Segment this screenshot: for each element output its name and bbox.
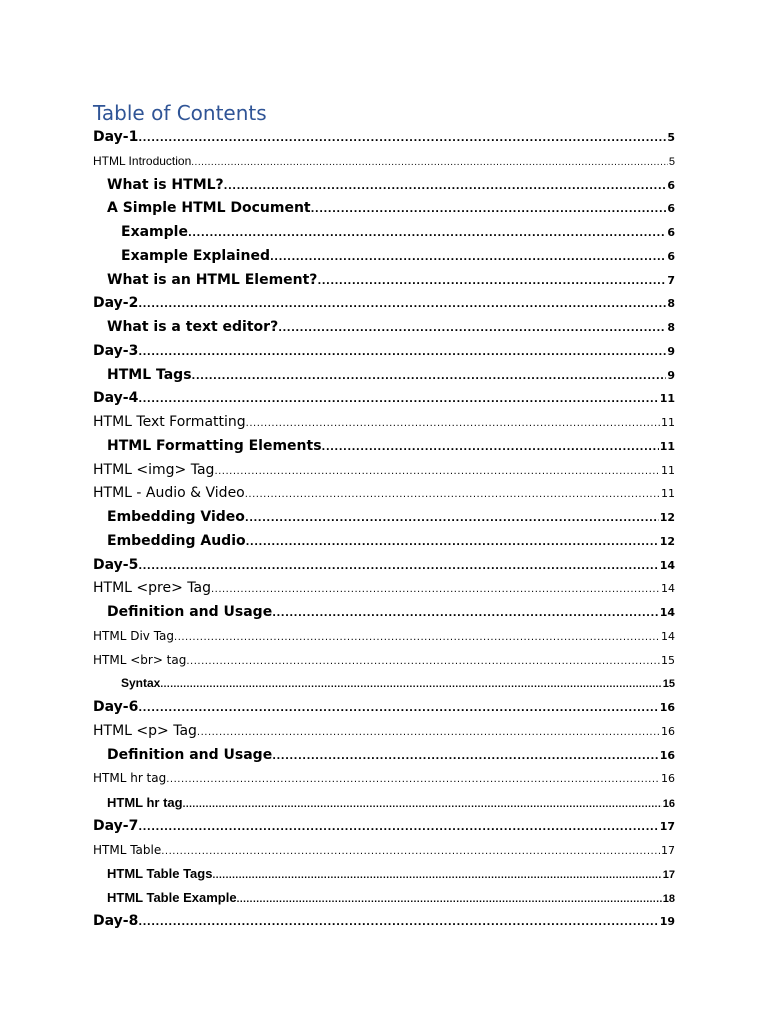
toc-entry-page-number: 6	[667, 249, 675, 263]
toc-leader-dots	[317, 270, 666, 294]
toc-leader-dots	[138, 555, 658, 579]
toc-entry-page-number: 5	[668, 155, 675, 168]
toc-leader-dots	[311, 198, 667, 222]
toc-leader-dots	[246, 531, 659, 555]
toc-entry[interactable]	[93, 245, 675, 269]
toc-entry-page-number: 6	[667, 202, 675, 216]
toc-entry[interactable]	[93, 174, 675, 198]
toc-entry-page-number: 11	[661, 416, 675, 429]
toc-entry[interactable]	[93, 862, 675, 886]
toc-leader-dots	[272, 745, 659, 769]
toc-entry-page-number: 18	[662, 893, 675, 905]
toc-entry-label: Day-4	[93, 390, 139, 407]
toc-entry[interactable]	[93, 506, 675, 530]
toc-leader-dots	[245, 507, 659, 531]
toc-entry[interactable]	[93, 411, 675, 435]
toc-entry[interactable]	[93, 269, 675, 293]
toc-entry-page-number: 9	[667, 368, 675, 382]
toc-leader-dots	[191, 151, 668, 175]
toc-entry-label: HTML Tags	[107, 366, 192, 383]
toc-entry-page-number: 14	[661, 582, 675, 596]
toc-entry-page-number: 15	[662, 678, 675, 691]
toc-entry[interactable]	[93, 577, 675, 601]
toc-title: Table of Contents	[93, 101, 267, 125]
toc-entry-label: HTML hr tag	[107, 795, 183, 810]
toc-entry[interactable]	[93, 696, 675, 720]
toc-leader-dots	[214, 460, 660, 484]
toc-entry-label: HTML Text Formatting	[93, 414, 246, 430]
toc-entry-label: HTML Div Tag	[93, 628, 175, 643]
toc-entry-label: What is a text editor?	[107, 319, 279, 335]
toc-leader-dots	[138, 127, 666, 151]
toc-entry-page-number: 6	[667, 178, 675, 192]
toc-leader-dots	[138, 341, 666, 365]
toc-entry-label: What is HTML?	[107, 176, 224, 193]
toc-entry-label: HTML <br> tag	[93, 652, 187, 667]
toc-leader-dots	[270, 246, 666, 270]
toc-entry-page-number: 11	[659, 439, 675, 453]
toc-list	[93, 126, 675, 934]
toc-entry[interactable]	[93, 292, 675, 316]
toc-entry-page-number: 14	[659, 558, 675, 572]
toc-entry[interactable]	[93, 720, 675, 744]
toc-entry[interactable]	[93, 744, 675, 768]
toc-entry[interactable]	[93, 364, 675, 388]
toc-leader-dots	[188, 222, 666, 246]
toc-entry[interactable]	[93, 672, 675, 696]
toc-entry-page-number: 5	[667, 131, 675, 144]
toc-entry-label: Day-5	[93, 556, 139, 573]
toc-entry-label: Day-7	[93, 817, 139, 834]
toc-entry[interactable]	[93, 530, 675, 554]
toc-entry-page-number: 14	[661, 629, 675, 643]
toc-entry-page-number: 11	[661, 487, 675, 501]
toc-entry-page-number: 14	[659, 606, 675, 619]
toc-leader-dots	[224, 175, 667, 199]
toc-entry-page-number: 16	[659, 701, 675, 714]
toc-entry-label: Embedding Audio	[107, 532, 246, 549]
toc-entry-label: Example Explained	[121, 247, 270, 264]
toc-entry-page-number: 8	[667, 321, 675, 334]
toc-entry-label: HTML Formatting Elements	[107, 437, 322, 454]
toc-entry-page-number: 8	[667, 297, 675, 311]
toc-entry[interactable]	[93, 126, 675, 150]
toc-entry-page-number: 17	[659, 819, 675, 833]
toc-entry-label: HTML - Audio & Video	[93, 485, 245, 502]
toc-entry[interactable]	[93, 791, 675, 815]
toc-entry[interactable]	[93, 197, 675, 221]
toc-entry[interactable]	[93, 886, 675, 910]
toc-leader-dots	[160, 673, 661, 697]
toc-entry[interactable]	[93, 625, 675, 649]
toc-leader-dots	[192, 365, 667, 389]
toc-entry-label: What is an HTML Element?	[107, 271, 318, 288]
toc-leader-dots	[161, 840, 660, 864]
toc-entry[interactable]	[93, 839, 675, 863]
toc-entry-label: HTML <p> Tag	[93, 722, 197, 739]
toc-entry-label: HTML <pre> Tag	[93, 580, 211, 597]
toc-entry-page-number: 16	[661, 724, 675, 738]
document-page	[93, 100, 675, 934]
toc-entry-label: Day-1	[93, 129, 139, 145]
toc-entry-page-number: 12	[659, 511, 675, 524]
toc-entry-page-number: 6	[667, 226, 675, 239]
toc-entry-label: HTML Table Tags	[107, 866, 213, 882]
toc-leader-dots	[212, 864, 661, 888]
toc-leader-dots	[183, 793, 662, 817]
toc-entry-label: Example	[121, 224, 188, 240]
toc-entry[interactable]	[93, 554, 675, 578]
toc-leader-dots	[272, 602, 659, 626]
toc-entry[interactable]	[93, 482, 675, 506]
toc-entry-page-number: 19	[659, 914, 675, 928]
toc-leader-dots	[138, 697, 658, 721]
toc-entry[interactable]	[93, 221, 675, 245]
toc-entry[interactable]	[93, 649, 675, 673]
toc-entry-label: Day-3	[93, 342, 139, 359]
toc-entry-label: HTML <img> Tag	[93, 461, 215, 478]
toc-entry-label: Syntax	[121, 676, 161, 691]
toc-entry[interactable]	[93, 815, 675, 839]
toc-entry-page-number: 9	[667, 344, 675, 358]
toc-entry-label: Embedding Video	[107, 509, 245, 525]
toc-entry-page-number: 11	[661, 463, 675, 477]
toc-entry-page-number: 15	[661, 653, 675, 667]
toc-leader-dots	[246, 412, 660, 436]
toc-entry-page-number: 16	[661, 772, 675, 786]
toc-entry-label: HTML Table	[93, 842, 162, 857]
toc-entry-label: A Simple HTML Document	[107, 200, 311, 217]
toc-entry-page-number: 12	[659, 534, 675, 548]
toc-entry-page-number: 17	[661, 843, 675, 857]
toc-entry[interactable]	[93, 601, 675, 625]
toc-entry[interactable]	[93, 340, 675, 364]
toc-entry-page-number: 11	[659, 392, 675, 406]
toc-entry-label: HTML Introduction	[93, 153, 192, 168]
toc-entry-label: Definition and Usage	[107, 746, 273, 763]
toc-entry-page-number: 16	[659, 748, 675, 762]
toc-leader-dots	[245, 483, 660, 507]
toc-entry[interactable]	[93, 459, 675, 483]
toc-entry[interactable]	[93, 767, 675, 791]
toc-leader-dots	[211, 578, 660, 602]
toc-entry-label: Day-2	[93, 295, 139, 312]
toc-leader-dots	[138, 293, 666, 317]
toc-entry-page-number: 16	[662, 798, 675, 810]
toc-entry[interactable]	[93, 316, 675, 340]
toc-leader-dots	[186, 650, 660, 674]
toc-leader-dots	[138, 911, 658, 935]
toc-entry-page-number: 17	[662, 869, 675, 882]
toc-entry-label: Day-6	[93, 699, 139, 715]
toc-entry-label: HTML hr tag	[93, 771, 167, 786]
toc-entry-label: Definition and Usage	[107, 604, 273, 620]
toc-leader-dots	[197, 721, 660, 745]
toc-leader-dots	[322, 436, 659, 460]
toc-leader-dots	[138, 388, 658, 412]
toc-leader-dots	[278, 317, 666, 341]
toc-entry-label: HTML Table Example	[107, 890, 237, 905]
toc-leader-dots	[166, 768, 660, 792]
toc-leader-dots	[174, 626, 660, 650]
toc-entry[interactable]	[93, 435, 675, 459]
toc-entry-page-number: 7	[667, 273, 675, 287]
toc-entry[interactable]	[93, 150, 675, 174]
toc-leader-dots	[138, 816, 658, 840]
toc-leader-dots	[237, 888, 662, 912]
toc-entry[interactable]	[93, 910, 675, 934]
toc-entry[interactable]	[93, 387, 675, 411]
toc-entry-label: Day-8	[93, 912, 139, 929]
